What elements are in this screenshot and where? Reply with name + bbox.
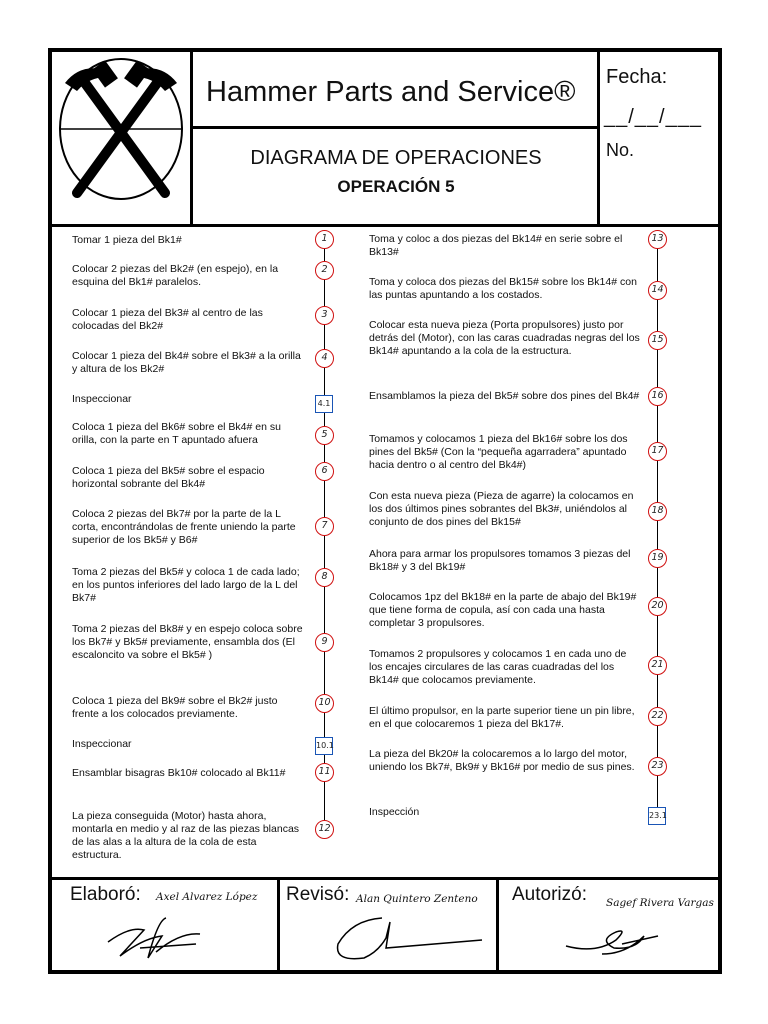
inspection-marker: 23.1	[648, 807, 666, 825]
date-blank: __/__/___	[604, 106, 702, 128]
autorizo-signature-icon	[556, 914, 666, 960]
step-text: Colocar 2 piezas del Bk2# (en espejo), en la esquina del Bk1# paralelos.	[72, 263, 279, 288]
footer-divider-1	[277, 877, 280, 974]
step-text: Toma y coloc a dos piezas del Bk14# en serie sobre el Bk13#	[369, 233, 623, 258]
operation-marker: 11	[315, 763, 334, 782]
right-flow-line	[657, 240, 658, 815]
elaboro-name: Axel Alvarez López	[156, 891, 258, 903]
step-text: Ensamblamos la pieza del Bk5# sobre dos pines del Bk4#	[369, 390, 640, 402]
operation-marker: 10	[315, 694, 334, 713]
operation-title: OPERACIÓN 5	[337, 177, 455, 196]
step-text: Con esta nueva pieza (Pieza de agarre) la colocamos en los dos últimos pines sobrantes del Bk3#, uniéndolos al conjunto de dos pines del Bk15#	[369, 490, 634, 528]
step-text: Coloca 1 pieza del Bk6# sobre el Bk4# en su orilla, con la parte en T apuntado afuera	[72, 421, 281, 446]
step-text: Inspección	[369, 806, 420, 818]
title-divider	[190, 126, 599, 129]
date-label: Fecha:	[606, 66, 668, 88]
operation-marker: 12	[315, 820, 334, 839]
operation-marker: 7	[315, 517, 334, 536]
step-text: Colocamos 1pz del Bk18# en la parte de abajo del Bk19# que tiene forma de copula, así con cada una hasta completar 3 propulsores.	[369, 591, 637, 629]
operation-marker: 9	[315, 633, 334, 652]
elaboro-label: Elaboró:	[70, 884, 141, 905]
operation-marker: 1	[315, 230, 334, 249]
step-text: Tomar 1 pieza del Bk1#	[72, 234, 182, 246]
step-text: Tomamos y colocamos 1 pieza del Bk16# sobre los dos pines del Bk5# (Con la “pequeña agarradera” apuntado hacia dentro o al centro del Bk4#)	[369, 433, 628, 471]
inspection-marker: 4.1	[315, 395, 333, 413]
footer-top-rule	[48, 877, 722, 880]
crossed-hammers-icon	[57, 55, 185, 205]
operation-marker: 17	[648, 442, 667, 461]
step-text: Ensamblar bisagras Bk10# colocado al Bk11#	[72, 767, 286, 779]
autorizo-name: Sagef Rivera Vargas	[606, 897, 714, 909]
step-text: Ahora para armar los propulsores tomamos 3 piezas del Bk18# y 3 del Bk19#	[369, 548, 631, 573]
company-name: Hammer Parts and Service®	[206, 76, 576, 108]
step-text: La pieza del Bk20# la colocaremos a lo largo del motor, uniendo los Bk7#, Bk9# y Bk16# por medio de sus pines.	[369, 748, 635, 773]
operation-marker: 13	[648, 230, 667, 249]
number-label: No.	[606, 140, 635, 160]
step-text: Toma 2 piezas del Bk8# y en espejo coloca sobre los Bk7# y Bk5# previamente, ensambla dos (El escaloncito va sobre el Bk5# )	[72, 623, 303, 661]
step-text: Inspeccionar	[72, 393, 132, 405]
reviso-signature-icon	[316, 908, 486, 966]
operation-marker: 20	[648, 597, 667, 616]
step-text: Toma 2 piezas del Bk5# y coloca 1 de cada lado; en los puntos inferiores del lado largo de la L del Bk7#	[72, 566, 300, 604]
step-text: Colocar 1 pieza del Bk3# al centro de las colocadas del Bk2#	[72, 307, 263, 332]
logo-divider	[190, 48, 193, 226]
step-text: Colocar 1 pieza del Bk4# sobre el Bk3# a la orilla y altura de los Bk2#	[72, 350, 301, 375]
date-divider	[597, 48, 600, 226]
diagram-title: DIAGRAMA DE OPERACIONES	[250, 147, 542, 169]
footer-divider-2	[496, 877, 499, 974]
operation-marker: 16	[648, 387, 667, 406]
reviso-name: Alan Quintero Zenteno	[356, 893, 478, 905]
operation-marker: 23	[648, 757, 667, 776]
operation-marker: 22	[648, 707, 667, 726]
step-text: Colocar esta nueva pieza (Porta propulsores) justo por detrás del (Motor), con las caras cuadradas negras del los Bk14# apuntando a la cola de la estructura.	[369, 319, 640, 357]
step-text: Tomamos 2 propulsores y colocamos 1 en cada uno de los encajes circulares de las caras cuadradas del los Bk14# que colocamos previamente.	[369, 648, 627, 686]
autorizo-label: Autorizó:	[512, 884, 587, 905]
elaboro-signature-icon	[100, 912, 210, 964]
operation-marker: 21	[648, 656, 667, 675]
operation-marker: 14	[648, 281, 667, 300]
operation-marker: 4	[315, 349, 334, 368]
operation-marker: 5	[315, 426, 334, 445]
step-text: Inspeccionar	[72, 738, 132, 750]
operation-marker: 18	[648, 502, 667, 521]
step-text: El último propulsor, en la parte superior tiene un pin libre, en el que colocaremos 1 pieza del Bk17#.	[369, 705, 635, 730]
header-bottom-rule	[48, 224, 722, 227]
operation-marker: 2	[315, 261, 334, 280]
operation-marker: 15	[648, 331, 667, 350]
operation-marker: 19	[648, 549, 667, 568]
operation-marker: 8	[315, 568, 334, 587]
step-text: Coloca 1 pieza del Bk5# sobre el espacio horizontal sobrante del Bk4#	[72, 465, 265, 490]
inspection-marker: 10.1	[315, 737, 333, 755]
step-text: Toma y coloca dos piezas del Bk15# sobre los Bk14# con las puntas apuntando a los costados.	[369, 276, 637, 301]
reviso-label: Revisó:	[286, 884, 350, 905]
step-text: La pieza conseguida (Motor) hasta ahora, montarla en medio y al raz de las piezas blancas de las alas a la altura de la cola de esta estructura.	[72, 810, 300, 861]
step-text: Coloca 1 pieza del Bk9# sobre el Bk2# justo frente a los colocados previamente.	[72, 695, 278, 720]
operation-marker: 6	[315, 462, 334, 481]
step-text: Coloca 2 piezas del Bk7# por la parte de la L corta, encontrándolas de frente uniendo la parte superior de los Bk5# y B6#	[72, 508, 296, 546]
operation-marker: 3	[315, 306, 334, 325]
